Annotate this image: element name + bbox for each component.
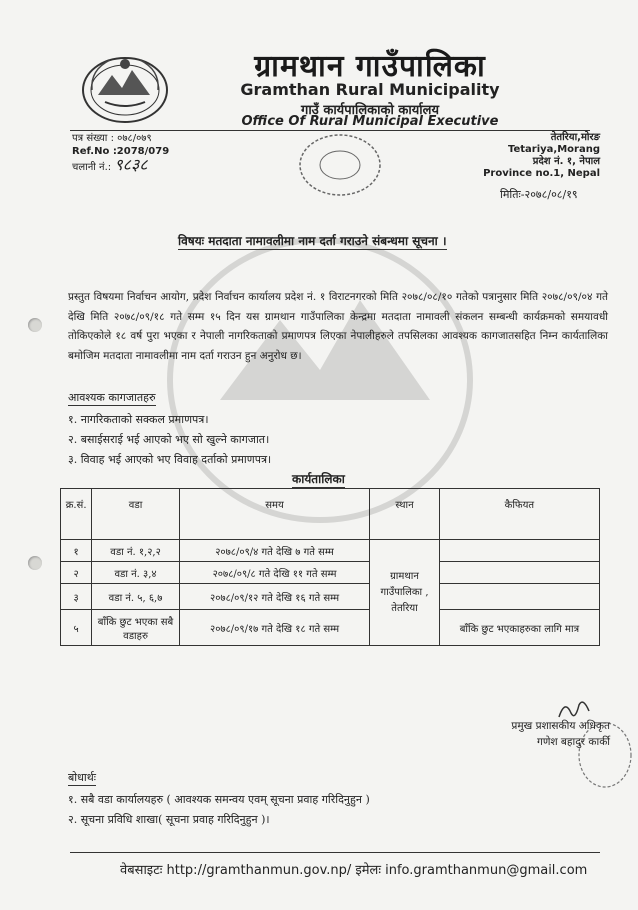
- office-title-english: Office Of Rural Municipal Executive: [241, 114, 499, 129]
- row-ward: वडा नं. ५, ६,७: [92, 584, 180, 610]
- footer-divider: [70, 852, 600, 853]
- municipality-title-english: Gramthan Rural Municipality: [240, 80, 500, 99]
- documents-heading: आवश्यक कागजातहरु: [68, 391, 156, 404]
- address-line-2: Tetariya,Morang: [507, 144, 600, 155]
- document-item: ३. विवाह भई आएको भए विवाह दर्ताको प्रमाणपत्र।: [68, 453, 272, 466]
- document-item: १. नागरिकताको सक्कल प्रमाणपत्र।: [68, 413, 209, 426]
- row-ward: बाँकि छुट भएका सबै वडाहरु: [92, 610, 180, 646]
- punch-hole: [28, 556, 42, 570]
- column-header: कैफियत: [439, 489, 599, 540]
- letter-no: : ०७८/०७९: [110, 133, 152, 144]
- table-row: [61, 584, 600, 610]
- municipality-logo: [80, 50, 170, 125]
- table-header-row: [61, 489, 600, 540]
- column-header: क्र.सं.: [61, 489, 92, 540]
- schedule-title: कार्यतालिका: [292, 472, 345, 486]
- row-ward: वडा नं. ३,४: [92, 562, 180, 584]
- address-block: [470, 132, 600, 180]
- address-line-3: प्रदेश नं. १, नेपाल: [532, 156, 600, 167]
- ref-no: :2078/079: [112, 146, 170, 157]
- row-remark: [439, 540, 599, 562]
- signatory-title: प्रमुख प्रशासकीय अधिकृत: [511, 720, 610, 732]
- address-line-4: Province no.1, Nepal: [483, 168, 600, 179]
- cc-heading: बोधार्थः: [68, 771, 96, 784]
- table-row: [61, 562, 600, 584]
- row-time: २०७८/०९/४ गते देखि ७ गते सम्म: [179, 540, 369, 562]
- subject-line: विषयः मतदाता नामावलीमा नाम दर्ता गराउने संबन्धमा सूचना ।: [178, 234, 447, 248]
- document-item: २. बसाईसराई भई आएको भए सो खुल्ने कागजात।: [68, 433, 270, 446]
- row-place: ग्रामथान गाउँपालिका , तेतरिया: [370, 540, 440, 646]
- column-header: स्थान: [370, 489, 440, 540]
- row-remark: बाँकि छुट भएकाहरुका लागि मात्र: [439, 610, 599, 646]
- table-row: [61, 540, 600, 562]
- letter-no-label: पत्र संख्या: [72, 133, 108, 144]
- dispatch-label: चलानी नं.:: [72, 162, 112, 173]
- cc-item: १. सबै वडा कार्यालयहरु ( आवश्यक समन्वय एवम् सूचना प्रवाह गरिदिनुहुन ): [68, 793, 370, 806]
- row-serial: ५: [61, 610, 92, 646]
- ref-no-label: Ref.No: [72, 146, 110, 157]
- row-serial: २: [61, 562, 92, 584]
- row-serial: ३: [61, 584, 92, 610]
- notice-body: प्रस्तुत विषयमा निर्वाचन आयोग, प्रदेश निर्वाचन कार्यालय प्रदेश नं. १ विराटनगरको मिति २०७८/०८/१० गतेको पत्रानुसार मिति २०७८/०९/०४ गते देखि मिति २०७८/०९/१८ गते सम्म १५ दिन यस ग्रामथान गाउँपालिका केन्द्रमा मतदाता नामावली संकलन सम्बन्धी कार्यक्रमको समयावधी तोकिएकोले १८ वर्ष पुरा भएका र नेपाली नागरिकताको प्रमाणपत्र लिएका नेपालीहरुले तपसिलका आवश्यक कागजातसहित निम्न कार्यतालिका बमोजिम मतदाता नामावलीमा नाम दर्ता गराउन हुन अनुरोध छ।: [68, 291, 608, 362]
- office-stamp: [295, 130, 385, 200]
- column-header: समय: [179, 489, 369, 540]
- punch-hole: [28, 318, 42, 332]
- office-title-nepali: गाउँ कार्यपालिकाको कार्यालय: [301, 103, 439, 118]
- row-ward: वडा नं. १,२,२: [92, 540, 180, 562]
- cc-item: २. सूचना प्रविधि शाखा( सूचना प्रवाह गरिदिनुहुन )।: [68, 813, 270, 826]
- letter-date: मितिः-२०७८/०८/१९: [500, 188, 578, 201]
- signature-block: [480, 718, 610, 750]
- address-line-1: तेतरिया,मोरङ: [550, 132, 600, 143]
- schedule-table: [60, 488, 600, 646]
- dispatch-no: ९८३८: [114, 155, 148, 174]
- row-remark: [439, 562, 599, 584]
- row-remark: [439, 584, 599, 610]
- row-time: २०७८/०९/८ गते देखि ११ गते सम्म: [179, 562, 369, 584]
- reference-block: [72, 132, 169, 174]
- row-serial: १: [61, 540, 92, 562]
- table-row: [61, 610, 600, 646]
- row-time: २०७८/०९/१२ गते देखि १६ गते सम्म: [179, 584, 369, 610]
- column-header: वडा: [92, 489, 180, 540]
- signatory-name: गणेश बहादुर कार्की: [536, 736, 610, 748]
- footer-contact: वेबसाइटः http://gramthanmun.gov.np/ इमेलः info.gramthanmun@gmail.com: [120, 863, 588, 878]
- row-time: २०७८/०९/१७ गते देखि १८ गते सम्म: [179, 610, 369, 646]
- municipality-title-nepali: ग्रामथान गाउँपालिका: [254, 49, 486, 84]
